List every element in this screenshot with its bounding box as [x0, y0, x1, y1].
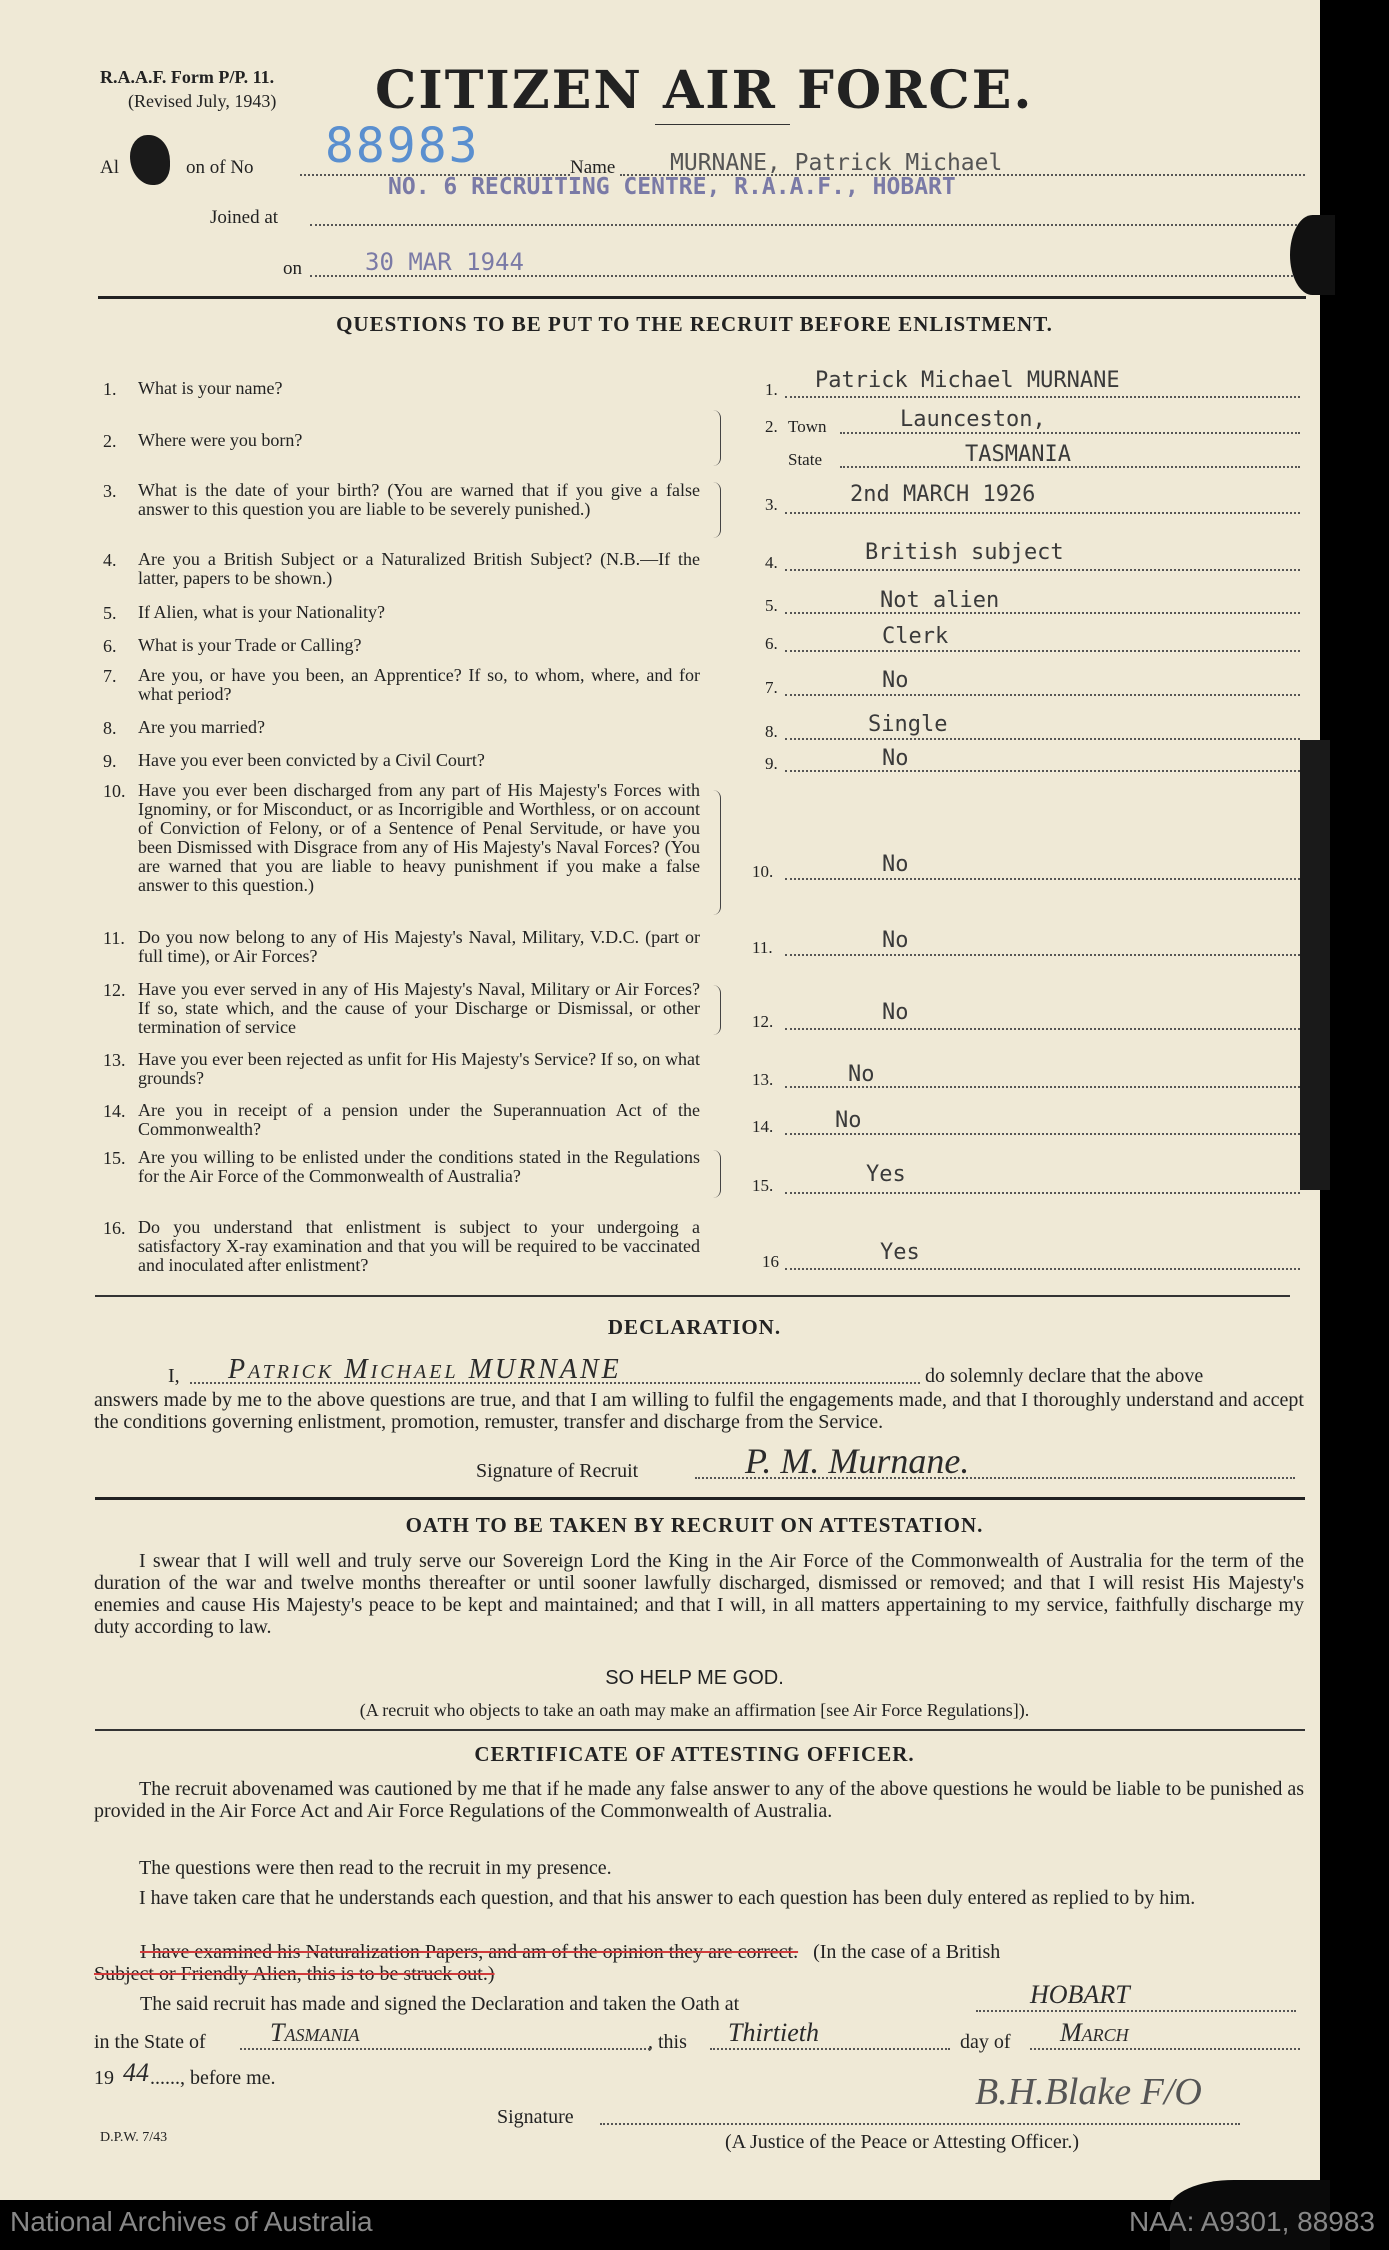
certificate-heading: CERTIFICATE OF ATTESTING OFFICER. — [474, 1742, 915, 1766]
question-number: 10. — [103, 781, 126, 801]
answer-number: 14. — [752, 1117, 774, 1136]
brace — [712, 482, 721, 538]
oath-text: I swear that I will well and truly serve our Sovereign Lord the King in the Air Force of the Commonwealth of Australia for the term of the duration of the war and twelve months thereafter or until sooner lawfully discharged, dismissed or removed; and that I will resist His Majesty's enemies and cause His Majesty's peace to be kept and maintained; and that I will, in all matters appertaining to my service, faithfully discharge my duty according to law. — [94, 1550, 1304, 1638]
certificate-p1: The recruit abovenamed was cautioned by me that if he made any false answer to any of the above questions he would be liable to be punished as provided in the Air Force Act and Air Force Regulations of the Commonwealth of Australia. — [94, 1778, 1304, 1822]
answer-number: 5. — [765, 596, 778, 615]
question-text: Are you a British Subject or a Naturalized British Subject? (N.B.—If the latter, papers to be shown.) — [138, 549, 700, 588]
answer-number: 7. — [765, 678, 778, 697]
question-text: Are you married? — [138, 717, 265, 737]
question-number: 1. — [103, 379, 117, 399]
declaration-text-2: answers made by me to the above questions are true, and that I am willing to fulfil the engagements made, and that I thoroughly understand and accept the conditions governing enlistment, promotion, remuster, transfer and discharge from the Service. — [94, 1389, 1304, 1433]
answer-dob: 2nd MARCH 1926 — [850, 482, 1036, 507]
answer-number: 8. — [765, 722, 778, 741]
declaration-name: Patrick Michael MURNANE — [228, 1354, 622, 1385]
question-number: 9. — [103, 751, 117, 771]
answer-number: 12. — [752, 1012, 774, 1031]
question-text: Are you, or have you been, an Apprentice? If so, to whom, where, and for what period? — [138, 665, 700, 704]
declaration-heading: DECLARATION. — [607, 1315, 782, 1339]
name-label: Name — [570, 157, 616, 178]
answer-belong: No — [882, 928, 909, 953]
question-number: 2. — [103, 431, 117, 451]
archive-reference: NAA: A9301, 88983 — [1129, 2206, 1375, 2237]
question-number: 12. — [103, 980, 126, 1000]
answer-number: 3. — [765, 495, 778, 514]
question-number: 5. — [103, 603, 117, 623]
answer-discharged: No — [882, 852, 909, 877]
brace — [712, 790, 721, 915]
certificate-p3: I have taken care that he understands each question, and that his answer to each question has been duly entered as replied to by him. — [139, 1887, 1196, 1909]
question-number: 14. — [103, 1101, 126, 1121]
question-text: Have you ever served in any of His Majesty's Naval, Military or Air Forces? If so, state which, and the cause of your Discharge or Dismissal, or other termination of service — [138, 979, 700, 1037]
question-text: Have you ever been rejected as unfit for His Majesty's Service? If so, on what grounds? — [138, 1049, 700, 1088]
answer-number: 4. — [765, 553, 778, 572]
joined-stamp: NO. 6 RECRUITING CENTRE, R.A.A.F., HOBART — [388, 174, 956, 200]
brace — [712, 410, 721, 466]
state-label: State — [788, 450, 822, 469]
day-label: day of — [960, 2031, 1011, 2053]
question-number: 16. — [103, 1218, 126, 1238]
answer-served: No — [882, 1000, 909, 1025]
rule-certificate — [95, 1729, 1305, 1731]
attest-state: Tasmania — [270, 2018, 360, 2047]
question-text: If Alien, what is your Nationality? — [138, 602, 385, 622]
answer-number: 13. — [752, 1070, 774, 1089]
question-text: Have you ever been convicted by a Civil Court? — [138, 750, 485, 770]
allocation-label: on of No — [186, 157, 254, 178]
answer-willing: Yes — [866, 1162, 906, 1187]
answer-alien: Not alien — [880, 588, 1000, 613]
answer-nationality: British subject — [865, 540, 1064, 565]
declaration-i: I, — [168, 1365, 180, 1387]
answer-number: 6. — [765, 634, 778, 653]
declaration-text-1: do solemnly declare that the above — [925, 1365, 1204, 1387]
town-label: Town — [788, 417, 827, 436]
oath-heading: OATH TO BE TAKEN BY RECRUIT ON ATTESTATION. — [405, 1513, 984, 1537]
question-text: Have you ever been discharged from any part of His Majesty's Forces with Ignominy, or for Misconduct, or as Incorrigible and Worthless, or on account of Conviction of Felony, or of a Sentence of Penal Servitude, or have you been Dismissed with Disgrace from any of His Majesty's Naval Forces? (You are warned that you are liable to heavy punishment if you make a false answer to this question.) — [138, 780, 700, 895]
top-rule — [98, 296, 1306, 299]
question-number: 11. — [103, 928, 125, 948]
question-text: What is your Trade or Calling? — [138, 635, 362, 655]
question-number: 8. — [103, 718, 117, 738]
attest-day: Thirtieth — [728, 2018, 820, 2047]
name-value: MURNANE, Patrick Michael — [670, 150, 1003, 176]
question-text: Are you willing to be enlisted under the conditions stated in the Regulations for the Air Force of the Commonwealth of Australia? — [138, 1147, 700, 1186]
question-number: 7. — [103, 666, 117, 686]
attest-month: March — [1060, 2018, 1129, 2047]
question-text: Are you in receipt of a pension under the Superannuation Act of the Commonwealth? — [138, 1100, 700, 1139]
answer-town: Launceston, — [900, 407, 1046, 432]
this-label: , this — [648, 2031, 687, 2053]
state-label: in the State of — [94, 2031, 206, 2053]
question-number: 4. — [103, 550, 117, 570]
answer-rejected: No — [848, 1062, 875, 1087]
answer-number: 15. — [752, 1176, 774, 1195]
question-number: 13. — [103, 1050, 126, 1070]
answer-number: 10. — [752, 862, 774, 881]
answer-number: 2. — [765, 417, 778, 436]
revision-date: (Revised July, 1943) — [128, 91, 277, 111]
answer-name: Patrick Michael MURNANE — [815, 368, 1120, 393]
certificate-p4-note: (In the case of a British — [813, 1941, 1001, 1963]
question-text: Where were you born? — [138, 430, 303, 450]
before-me: ......, before me. — [150, 2067, 276, 2089]
certificate-p2: The questions were then read to the recruit in my presence. — [139, 1857, 612, 1879]
questions-heading: QUESTIONS TO BE PUT TO THE RECRUIT BEFORE ENLISTMENT. — [336, 312, 1053, 336]
answer-apprentice: No — [882, 668, 909, 693]
answer-number: 1. — [765, 380, 778, 399]
answer-convicted: No — [882, 746, 909, 771]
archive-name: National Archives of Australia — [10, 2206, 373, 2237]
brace — [712, 985, 721, 1035]
officer-signature-label: Signature — [497, 2106, 574, 2128]
joined-label: Joined at — [210, 207, 279, 228]
answer-number: 11. — [752, 938, 773, 957]
rule-oath — [95, 1497, 1305, 1500]
brace — [712, 1150, 721, 1198]
question-text: Do you now belong to any of His Majesty's Naval, Military, V.D.C. (part or full time), or Air Forces? — [138, 927, 700, 966]
attest-place: HOBART — [1030, 1980, 1130, 2009]
answer-trade: Clerk — [882, 624, 949, 649]
allocation-prefix: Al — [100, 157, 119, 178]
question-text: Do you understand that enlistment is subject to your undergoing a satisfactory X-ray examination and that you will be required to be vaccinated and inoculated after enlistment? — [138, 1217, 700, 1275]
answer-number: 16 — [762, 1252, 779, 1271]
question-number: 3. — [103, 481, 117, 501]
oath-god: SO HELP ME GOD. — [605, 1667, 784, 1689]
answer-pension: No — [835, 1108, 862, 1133]
oath-note: (A recruit who objects to take an oath may make an affirmation [see Air Force Regulations]). — [359, 1700, 1030, 1720]
certificate-p5: The said recruit has made and signed the Declaration and taken the Oath at — [140, 1993, 740, 2015]
on-label: on — [283, 258, 302, 279]
jp-label: (A Justice of the Peace or Attesting Officer.) — [725, 2131, 1079, 2153]
page-edge-damage — [1300, 740, 1330, 1190]
service-number: 88983 — [325, 118, 480, 174]
form-title: CITIZEN AIR FORCE. — [375, 60, 1034, 121]
answer-number: 9. — [765, 754, 778, 773]
attest-year: 44 — [123, 2058, 149, 2087]
question-text: What is your name? — [138, 378, 283, 398]
question-number: 15. — [103, 1148, 126, 1168]
answer-married: Single — [868, 712, 948, 737]
officer-signature: B.H.Blake F/O — [975, 2071, 1202, 2113]
recruit-signature-label: Signature of Recruit — [476, 1460, 639, 1482]
year-prefix: 19 — [94, 2067, 114, 2089]
page-damage — [1290, 215, 1335, 295]
title-underline — [655, 124, 790, 125]
certificate-struck-line2: Subject or Friendly Alien, this is to be struck out.) — [94, 1963, 495, 1985]
question-text: What is the date of your birth? (You are warned that if you give a false answer to this question you are liable to be severely punished.) — [138, 480, 700, 519]
recruit-signature: P. M. Murnane. — [745, 1441, 970, 1481]
date-stamp: 30 MAR 1944 — [365, 248, 524, 276]
question-number: 6. — [103, 636, 117, 656]
certificate-struck-text: I have examined his Naturalization Papers, and am of the opinion they are correct. — [140, 1941, 799, 1963]
answer-xray: Yes — [880, 1240, 920, 1265]
dpw-code: D.P.W. 7/43 — [100, 2130, 168, 2145]
mid-rule — [95, 1295, 1290, 1297]
form-code: R.A.A.F. Form P/P. 11. — [100, 67, 275, 87]
answer-state: TASMANIA — [965, 442, 1071, 467]
